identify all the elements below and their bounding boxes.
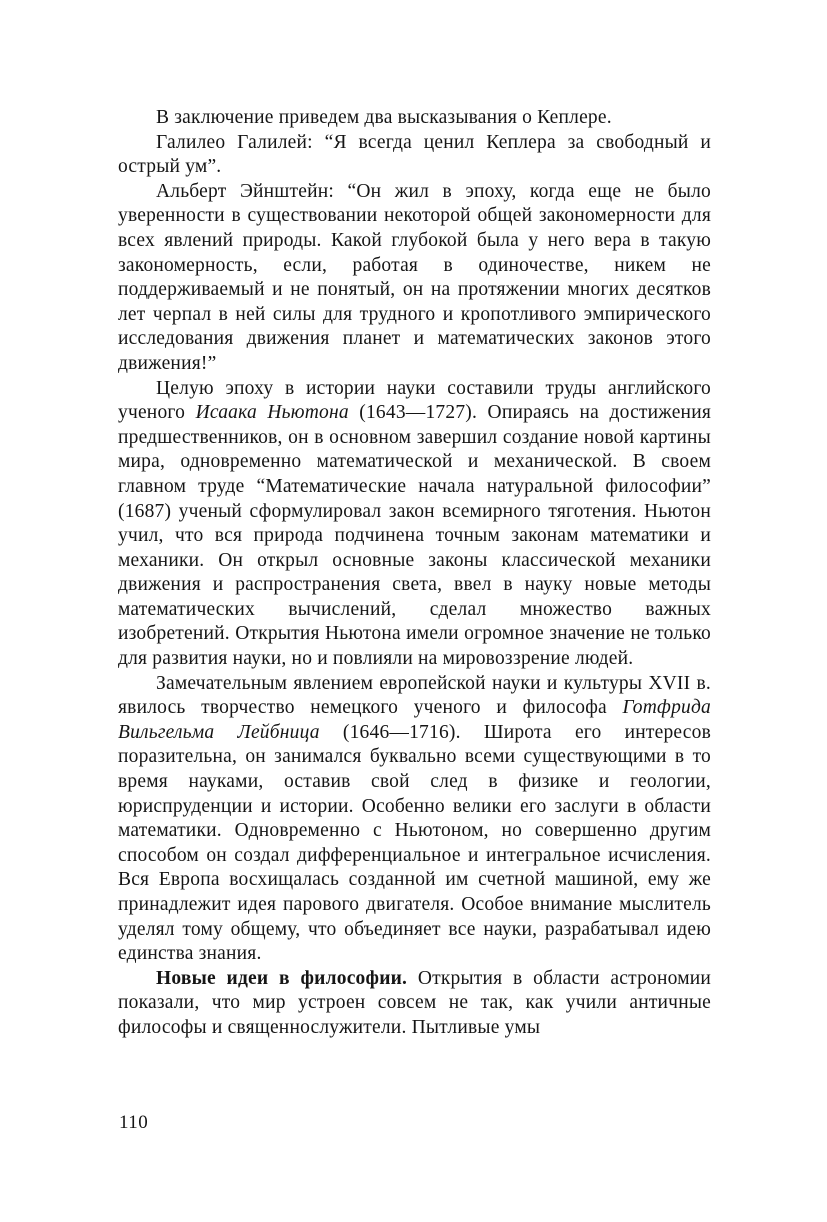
text-run: Открытия в области астрономии показали, что мир устроен совсем не так, как учили античные философы и священнослужители. Пытливые умы bbox=[118, 967, 712, 1038]
paragraph bbox=[118, 377, 711, 672]
paragraph bbox=[118, 180, 711, 377]
paragraph bbox=[118, 672, 711, 967]
italic-text: Готфрида Вильгельма Лейбница bbox=[118, 697, 711, 743]
text-run: В заключение приведем два высказывания о Кеплере. bbox=[156, 107, 612, 128]
bold-text: Новые идеи в философии. bbox=[156, 967, 408, 989]
text-run: Замечательным явлением европейской науки и культуры XVII в. явилось творчество немецкого ученого и философа bbox=[118, 672, 711, 719]
paragraph bbox=[118, 106, 711, 131]
text-run: Альберт Эйнштейн: “Он жил в эпоху, когда еще не было уверенности в существовании некоторой общей закономерности для всех явлений природы. Какой глубокой была у него вера в такую закономерность, если, работая в одиночестве, никем не поддерживаемый и не понятый, он на протяжении многих десятков лет черпал в ней силы для трудного и кропотливого эмпирического исследования движения планет и математических законов этого движения!” bbox=[118, 180, 711, 374]
paragraph bbox=[118, 131, 711, 180]
paragraph bbox=[118, 967, 711, 1041]
text-run: Целую эпоху в истории науки составили труды английского ученого bbox=[118, 377, 711, 424]
page-number: 110 bbox=[119, 1112, 149, 1133]
text-run: (1643—1727). Опираясь на достижения предшественников, он в основном завершил создание новой картины мира, одновременно математической и механической. В своем главном труде “Математические начала натуральной философии” (1687) ученый сформулировал закон всемирного тяготения. Ньютон учил, что вся природа подчинена точным законам математики и механики. Он открыл основные законы классической механики движения и распространения света, ввел в науку новые методы математических вычислений, сделал множество важных изобретений. Открытия Ньютона имели огромное значение не только для развития науки, но и повлияли на мировоззрение людей. bbox=[118, 402, 711, 670]
text-run: Галилео Галилей: “Я всегда ценил Кеплера за свободный и острый ум”. bbox=[118, 131, 711, 178]
italic-text: Исаака Ньютона bbox=[195, 402, 349, 424]
page-text bbox=[118, 106, 711, 1041]
text-run: (1646—1716). Широта его интересов поразительна, он занимался буквально всеми существующими в то время науками, оставив свой след в физике и геологии, юриспруденции и истории. Особенно велики его заслуги в области математики. Одновременно с Ньютоном, но совершенно другим способом он создал дифференциальное и интегральное исчисления. Вся Европа восхищалась созданной им счетной машиной, ему же принадлежит идея парового двигателя. Особое внимание мыслитель уделял тому общему, что объединяет все науки, разрабатывал идею единства знания. bbox=[118, 721, 711, 965]
